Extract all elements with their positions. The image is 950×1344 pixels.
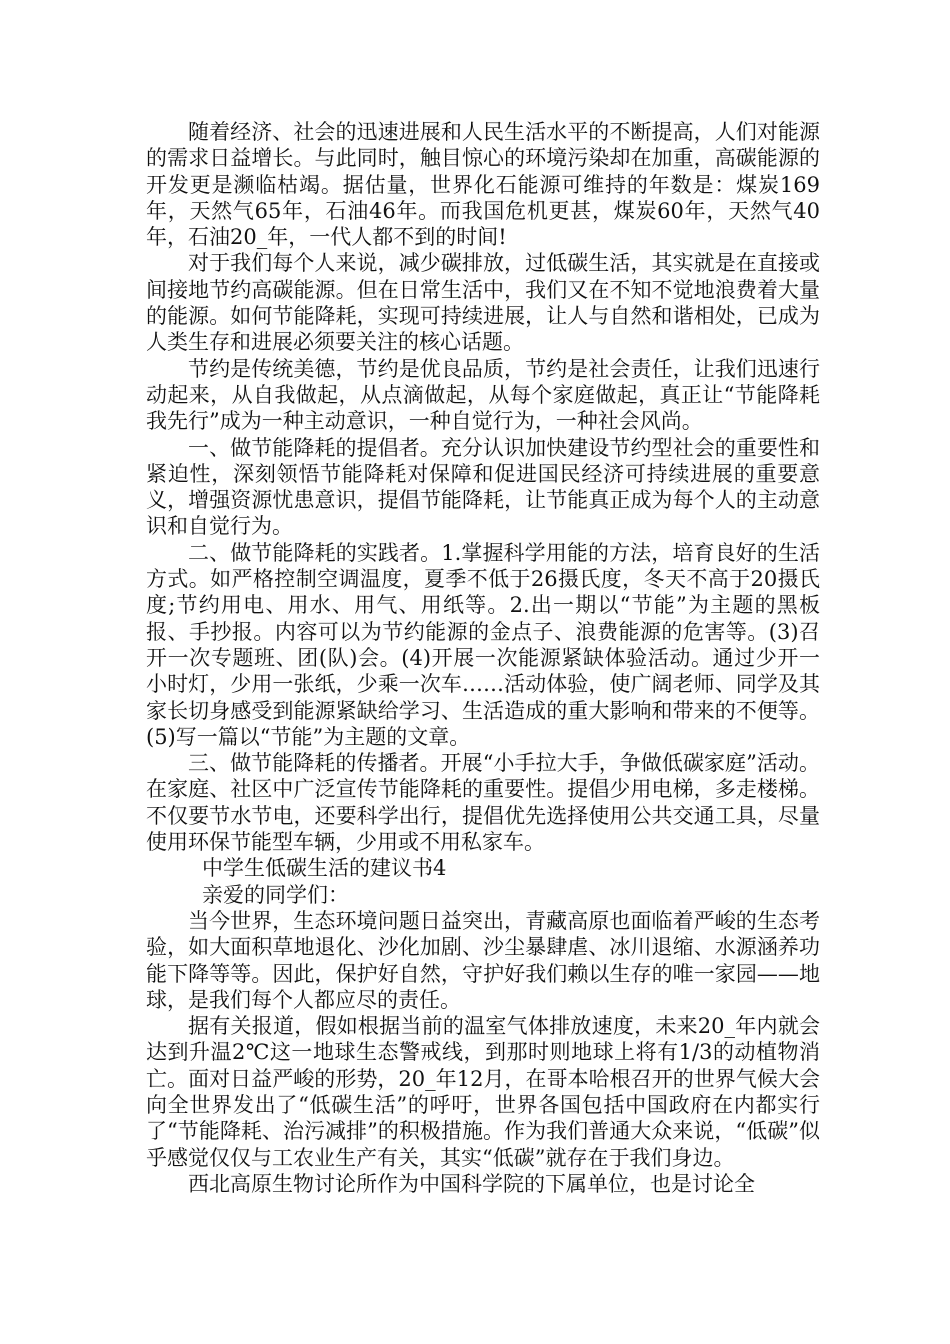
paragraph-energy-demand: 随着经济、社会的迅速进展和人民生活水平的不断提高，人们对能源的需求日益增长。与此同时，触目惊心的环境污染却在加重，高碳能源的开发更是濒临枯竭。据估量，世界化石能源可维持的年数是：煤炭169年，天然气65年，石油46年。而我国危机更甚，煤炭60年，天然气40年，石油20_年，一代人都不到的时间!: [146, 120, 820, 250]
salutation: 亲爱的同学们：: [202, 882, 349, 907]
paragraph-saving-virtue: 节约是传统美德，节约是优良品质，节约是社会责任，让我们迅速行动起来，从自我做起，从点滴做起，从每个家庭做起，真正让“节能降耗我先行”成为一种主动意识，一种自觉行为，一种社会风尚。: [146, 356, 820, 434]
paragraph-institute: 西北高原生物讨论所作为中国科学院的下属单位，也是讨论全: [188, 1171, 755, 1196]
document-body: [146, 119, 820, 1197]
paragraph-practitioner: 二、做节能降耗的实践者。1.掌握科学用能的方法，培育良好的生活方式。如严格控制空调温度，夏季不低于26摄氏度，冬天不高于20摄氏度;节约用电、用水、用气、用纸等。2.出一期以“节能”为主题的黑板报、手抄报。内容可以为节约能源的金点子、浪费能源的危害等。(3)召开一次专题班、团(队)会。(4)开展一次能源紧缺体验活动。通过少开一小时灯，少用一张纸，少乘一次车……活动体验，使广阔老师、同学及其家长切身感受到能源紧缺给学习、生活造成的重大影响和带来的不便等。(5)写一篇以“节能”为主题的文章。: [146, 540, 820, 749]
section-title: 中学生低碳生活的建议书4: [202, 856, 447, 881]
paragraph-low-carbon-life: 对于我们每个人来说，减少碳排放，过低碳生活，其实就是在直接或间接地节约高碳能源。但在日常生活中，我们又在不知不觉地浪费着大量的能源。如何节能降耗，实现可持续进展，让人与自然和谐相处，已成为人类生存和进展必须要关注的核心话题。: [146, 251, 820, 355]
paragraph-warming-report: 据有关报道，假如根据当前的温室气体排放速度，未来20_年内就会达到升温2℃这一地球生态警戒线，到那时则地球上将有1/3的动植物消亡。面对日益严峻的形势，20_年12月，在哥本哈根召开的世界气候大会向全世界发出了“低碳生活”的呼吁，世界各国包括中国政府在内都实行了“节能降耗、治污减排”的积极措施。作为我们普通大众来说，“低碳”似乎感觉仅仅与工农业生产有关，其实“低碳”就存在于我们身边。: [146, 1014, 820, 1170]
paragraph-ecological-issues: 当今世界，生态环境问题日益突出，青藏高原也面临着严峻的生态考验，如大面积草地退化、沙化加剧、沙尘暴肆虐、冰川退缩、水源涵养功能下降等等。因此，保护好自然，守护好我们赖以生存的唯一家园——地球，是我们每个人都应尽的责任。: [146, 908, 820, 1012]
paragraph-advocate: 一、做节能降耗的提倡者。充分认识加快建设节约型社会的重要性和紧迫性，深刻领悟节能降耗对保障和促进国民经济可持续进展的重要意义，增强资源忧患意识，提倡节能降耗，让节能真正成为每个人的主动意识和自觉行为。: [146, 435, 820, 539]
paragraph-propagator: 三、做节能降耗的传播者。开展“小手拉大手，争做低碳家庭”活动。在家庭、社区中广泛宣传节能降耗的重要性。提倡少用电梯，多走楼梯。不仅要节水节电，还要科学出行，提倡优先选择使用公共交通工具，尽量使用环保节能型车辆，少用或不用私家车。: [146, 751, 820, 855]
